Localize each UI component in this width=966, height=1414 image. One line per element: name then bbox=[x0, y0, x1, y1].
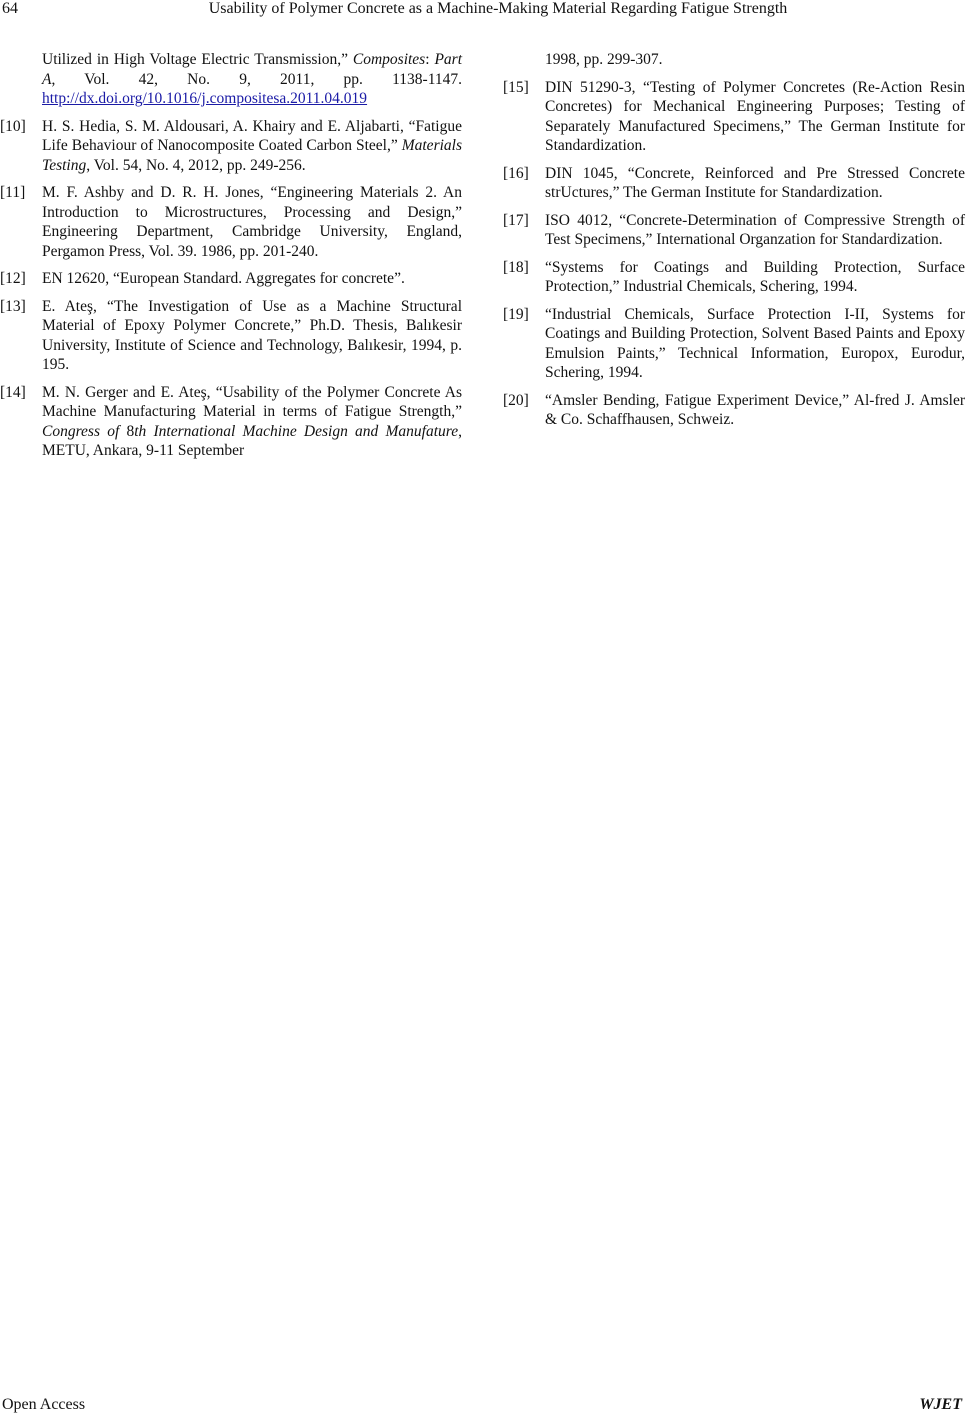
italic-title: th International Machine Design and Manufature bbox=[134, 422, 459, 440]
reference-number: [10] bbox=[0, 117, 26, 135]
reference-entry bbox=[503, 211, 965, 250]
reference-fragment: 8 bbox=[126, 422, 135, 440]
reference-entry bbox=[0, 183, 462, 261]
reference-fragment: : bbox=[425, 51, 435, 68]
reference-number: [11] bbox=[0, 184, 26, 201]
reference-entry bbox=[0, 50, 462, 109]
reference-text bbox=[42, 183, 462, 261]
reference-fragment: DIN 1045, “Concrete, Reinforced and Pre Stressed Concrete strUctures,” The German Institute for Standardization. bbox=[545, 164, 965, 201]
reference-text bbox=[545, 164, 965, 203]
reference-entry bbox=[0, 297, 462, 375]
reference-number: [12] bbox=[0, 270, 26, 287]
italic-title: Part A bbox=[42, 51, 462, 88]
running-head: Usability of Polymer Concrete as a Machine-Making Material Regarding Fatigue Strength bbox=[208, 0, 788, 17]
reference-fragment: M. F. Ashby and D. R. H. Jones, “Engineering Materials 2. An Introduction to Microstructures, Processing and Design,” Engineering Department, Cambridge University, England, Pergamon Press, Vol. 39. 1986, pp. 201-240. bbox=[42, 184, 462, 260]
reference-entry bbox=[0, 383, 462, 461]
reference-text bbox=[545, 305, 965, 383]
reference-entry bbox=[503, 258, 965, 297]
reference-fragment: ISO 4012, “Concrete-Determination of Compressive Strength of Test Specimens,” International Organzation for Standardization. bbox=[545, 211, 965, 248]
reference-text bbox=[545, 258, 965, 297]
reference-entry bbox=[0, 269, 462, 289]
references-right-column bbox=[503, 50, 965, 438]
reference-text bbox=[545, 50, 965, 70]
reference-number: [16] bbox=[503, 164, 529, 182]
reference-text bbox=[545, 211, 965, 250]
references-left-column bbox=[0, 50, 462, 469]
reference-text bbox=[42, 117, 462, 176]
reference-number: [17] bbox=[503, 211, 529, 229]
reference-fragment: , Vol. 54, No. 4, 2012, pp. 249-256. bbox=[86, 156, 306, 174]
reference-text bbox=[42, 50, 462, 109]
reference-number: [19] bbox=[503, 305, 529, 323]
reference-fragment: H. S. Hedia, S. M. Aldousari, A. Khairy and E. Aljabarti, “Fatigue Life Behaviour of Nanocomposite Coated Carbon Steel,” bbox=[42, 117, 462, 154]
reference-text bbox=[545, 391, 965, 430]
italic-title: Congress of bbox=[42, 422, 127, 440]
reference-number: [13] bbox=[0, 297, 26, 315]
reference-text bbox=[42, 269, 462, 289]
reference-fragment: “Industrial Chemicals, Surface Protection I-II, Systems for Coatings and Building Protection, Solvent Based Paints and Epoxy Emulsion Paints,” Technical Information, Europox, Eurodur, Schering, 1994. bbox=[545, 305, 965, 381]
reference-fragment: EN 12620, “European Standard. Aggregates for concrete”. bbox=[42, 270, 405, 287]
reference-entry bbox=[503, 391, 965, 430]
italic-title: Materials Testing bbox=[42, 137, 462, 174]
reference-number: [18] bbox=[503, 258, 529, 276]
reference-text bbox=[42, 383, 462, 461]
reference-text bbox=[545, 78, 965, 156]
reference-fragment: DIN 51290-3, “Testing of Polymer Concretes (Re-Action Resin Concretes) for Mechanical Engineering Purposes; Testing of Separately Manufactured Specimens,” The German Institute for Standardization. bbox=[545, 78, 965, 154]
reference-entry bbox=[503, 164, 965, 203]
reference-number: [20] bbox=[503, 391, 529, 409]
footer-journal-abbrev: WJET bbox=[919, 1396, 962, 1413]
reference-fragment: , Vol. 42, No. 9, 2011, pp. 1138-1147. bbox=[51, 70, 462, 88]
reference-fragment: , METU, Ankara, 9-11 September bbox=[42, 422, 462, 459]
reference-number: [15] bbox=[503, 78, 529, 96]
page-number: 64 bbox=[2, 0, 18, 17]
reference-entry bbox=[0, 117, 462, 176]
reference-text bbox=[42, 297, 462, 375]
reference-entry bbox=[503, 305, 965, 383]
reference-fragment: E. Ateş, “The Investigation of Use as a Machine Structural Material of Epoxy Polymer Concrete,” Ph.D. Thesis, Balıkesir University, Institute of Science and Technology, Balıkesir, 1994, p. 195. bbox=[42, 297, 462, 373]
reference-fragment: M. N. Gerger and E. Ateş, “Usability of the Polymer Concrete As Machine Manufacturing Material in terms of Fatigue Strength,” bbox=[42, 383, 462, 420]
reference-fragment: “Systems for Coatings and Building Protection, Surface Protection,” Industrial Chemicals, Schering, 1994. bbox=[545, 258, 965, 295]
reference-entry bbox=[503, 78, 965, 156]
footer-open-access: Open Access bbox=[2, 1396, 86, 1413]
reference-fragment: 1998, pp. 299-307. bbox=[545, 51, 663, 68]
doi-link[interactable]: http://dx.doi.org/10.1016/j.compositesa.2011.04.019 bbox=[42, 90, 368, 107]
reference-number: [14] bbox=[0, 383, 26, 401]
reference-fragment: Utilized in High Voltage Electric Transmission,” bbox=[42, 51, 353, 68]
reference-fragment: “Amsler Bending, Fatigue Experiment Device,” Al-fred J. Amsler & Co. Schaffhausen, Schweiz. bbox=[545, 391, 965, 428]
reference-entry bbox=[503, 50, 965, 70]
italic-title: Composites bbox=[352, 51, 426, 68]
